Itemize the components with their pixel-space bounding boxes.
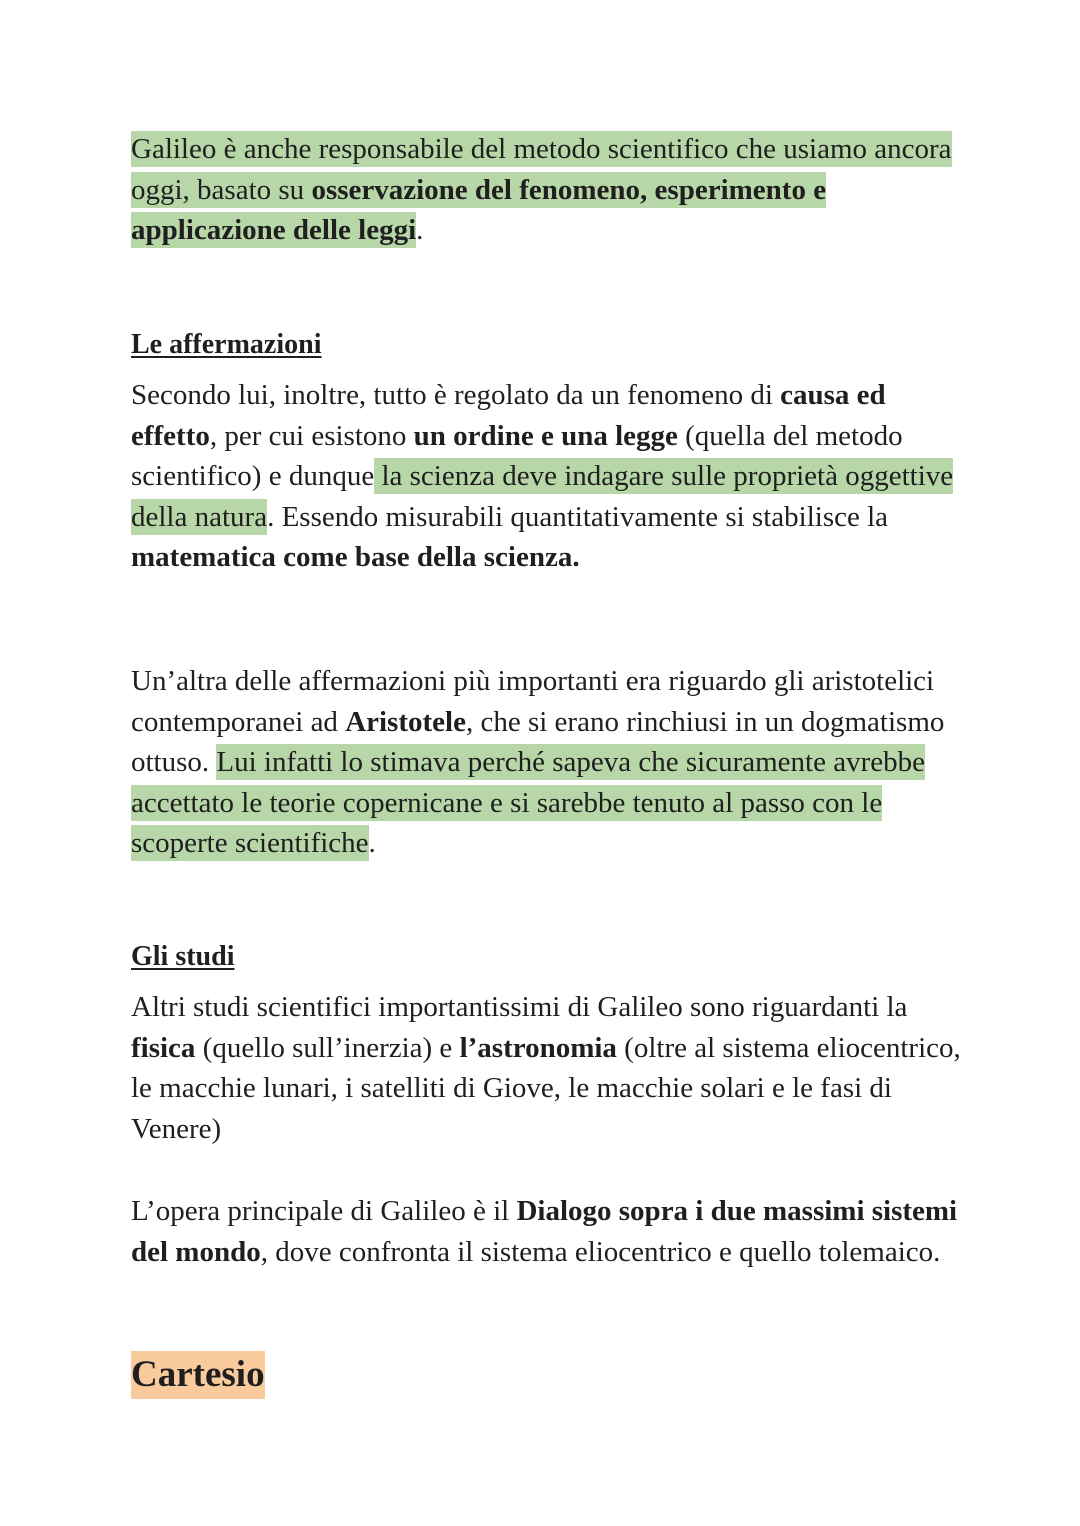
bold-segment: osservazione del fenomeno, esperimento e applicazione delle leggi: [131, 173, 827, 247]
text-segment: .: [416, 214, 424, 247]
text-segment: Un’altra delle affermazioni più importanti era riguardo gli aristotelici contemporanei ad: [131, 665, 935, 738]
bold-segment: matematica come base della scienza.: [131, 541, 580, 574]
bold-segment: causa ed effetto: [131, 379, 886, 452]
text-segment: L’opera principale di Galileo è il: [131, 1195, 517, 1227]
highlight-scienza: la scienza deve indagare sulle proprietà oggettive della natura: [131, 460, 954, 533]
bold-segment: fisica: [131, 1031, 196, 1064]
paragraph-studi-scientifici: [131, 987, 961, 1149]
paragraph-opera-principale: [131, 1191, 961, 1272]
heading-studi: Gli studi: [131, 941, 235, 972]
heading-affermazioni: Le affermazioni: [131, 329, 322, 360]
title-cartesio: Cartesio: [131, 1351, 265, 1399]
text-segment: . Essendo misurabili quantitativamente si stabilisce la: [267, 500, 889, 533]
text-segment: (quella del metodo scientifico) e dunque: [131, 419, 903, 493]
text-segment: (quello sull’inerzia) e: [195, 1031, 460, 1064]
text-segment: , dove confronta il sistema eliocentrico e quello tolemaico.: [260, 1235, 941, 1268]
text-segment: , che si erano rinchiusi in un dogmatismo ottuso.: [131, 705, 945, 779]
text-segment: , per cui esistono: [209, 419, 414, 452]
bold-segment: un ordine e una legge: [413, 419, 678, 452]
highlight-metodo: [131, 131, 952, 248]
bold-segment: Aristotele: [345, 705, 466, 738]
text-segment: Galileo è anche responsabile del metodo scientifico che usiamo ancora oggi, basato su: [131, 133, 952, 206]
text-segment: Secondo lui, inoltre, tutto è regolato da un fenomeno di: [131, 379, 781, 411]
text-segment: .: [368, 827, 376, 860]
paragraph-metodo-scientifico: [131, 129, 961, 251]
section-title-cartesio: [131, 1351, 265, 1399]
highlight-aristotele: Lui infatti lo stimava perché sapeva che sicuramente avrebbe accettato le teorie copernicane e si sarebbe tenuto al passo con le scoperte scientifiche: [131, 746, 925, 860]
paragraph-aristotelici: [131, 661, 961, 864]
text-segment: Altri studi scientifici importantissimi di Galileo sono riguardanti la: [131, 991, 908, 1023]
bold-segment: l’astronomia: [459, 1031, 617, 1064]
paragraph-causa-effetto: [131, 375, 961, 578]
text-segment: (oltre al sistema eliocentrico, le macchie lunari, i satelliti di Giove, le macchie solari e le fasi di Venere): [131, 1031, 961, 1145]
bold-segment: Dialogo sopra i due massimi sistemi del mondo: [131, 1195, 958, 1268]
